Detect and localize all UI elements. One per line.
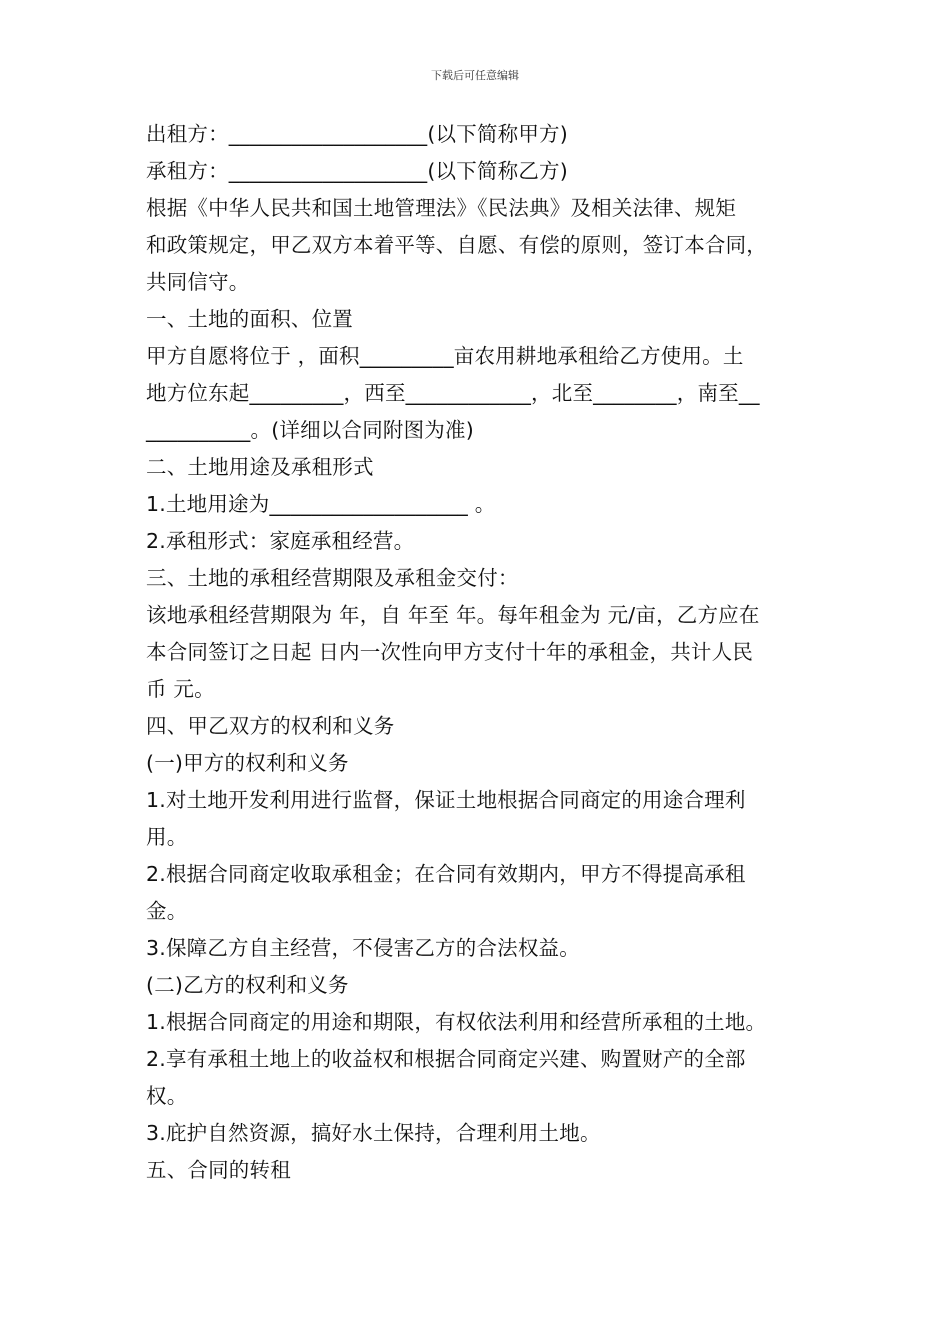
line-lessee: 承租方：___________________(以下简称乙方) [146,159,568,183]
item-a1-line-1: 1.对土地开发利用进行监督，保证土地根据合同商定的用途合理利 [146,788,746,812]
paragraph-term-line-3: 币 元。 [146,677,215,701]
item-lease-form: 2.承租形式：家庭承租经营。 [146,529,415,553]
item-b3: 3.庇护自然资源，搞好水土保持，合理利用土地。 [146,1121,601,1145]
section-heading-3: 三、土地的承租经营期限及承租金交付： [146,566,519,590]
item-a3: 3.保障乙方自主经营，不侵害乙方的合法权益。 [146,936,580,960]
section-heading-4: 四、甲乙双方的权利和义务 [146,714,395,738]
subsection-heading-party-a: (一)甲方的权利和义务 [146,751,349,775]
paragraph-land-line-1: 甲方自愿将位于 ，面积_________亩农用耕地承租给乙方使用。土 [146,344,744,368]
section-heading-2: 二、土地用途及承租形式 [146,455,374,479]
paragraph-land-line-2: 地方位东起_________，西至____________，北至________，南至__ [146,381,760,405]
item-a2-line-1: 2.根据合同商定收取承租金；在合同有效期内，甲方不得提高承租 [146,862,746,886]
item-b2-line-2: 权。 [146,1084,188,1108]
paragraph-term-line-2: 本合同签订之日起 日内一次性向甲方支付十年的承租金，共计人民 [146,640,754,664]
item-land-use: 1.土地用途为___________________ 。 [146,492,496,516]
section-heading-5: 五、合同的转租 [146,1158,291,1182]
document-body [146,116,826,1189]
page-header: 下载后可任意编辑 [431,69,519,82]
paragraph-basis-line-2: 和政策规定，甲乙双方本着平等、自愿、有偿的原则，签订本合同， [146,233,767,257]
subsection-heading-party-b: (二)乙方的权利和义务 [146,973,349,997]
paragraph-basis-line-3: 共同信守。 [146,270,250,294]
section-heading-1: 一、土地的面积、位置 [146,307,353,331]
item-b1: 1.根据合同商定的用途和期限，有权依法利用和经营所承租的土地。 [146,1010,767,1034]
paragraph-basis-line-1: 根据《中华人民共和国土地管理法》《民法典》及相关法律、规矩 [146,196,737,220]
item-a1-line-2: 用。 [146,825,188,849]
paragraph-land-line-3: __________。(详细以合同附图为准) [146,418,474,442]
line-lessor: 出租方：___________________(以下简称甲方) [146,122,568,146]
item-a2-line-2: 金。 [146,899,188,923]
item-b2-line-1: 2.享有承租土地上的收益权和根据合同商定兴建、购置财产的全部 [146,1047,746,1071]
paragraph-term-line-1: 该地承租经营期限为 年，自 年至 年。每年租金为 元/亩，乙方应在 [146,603,760,627]
